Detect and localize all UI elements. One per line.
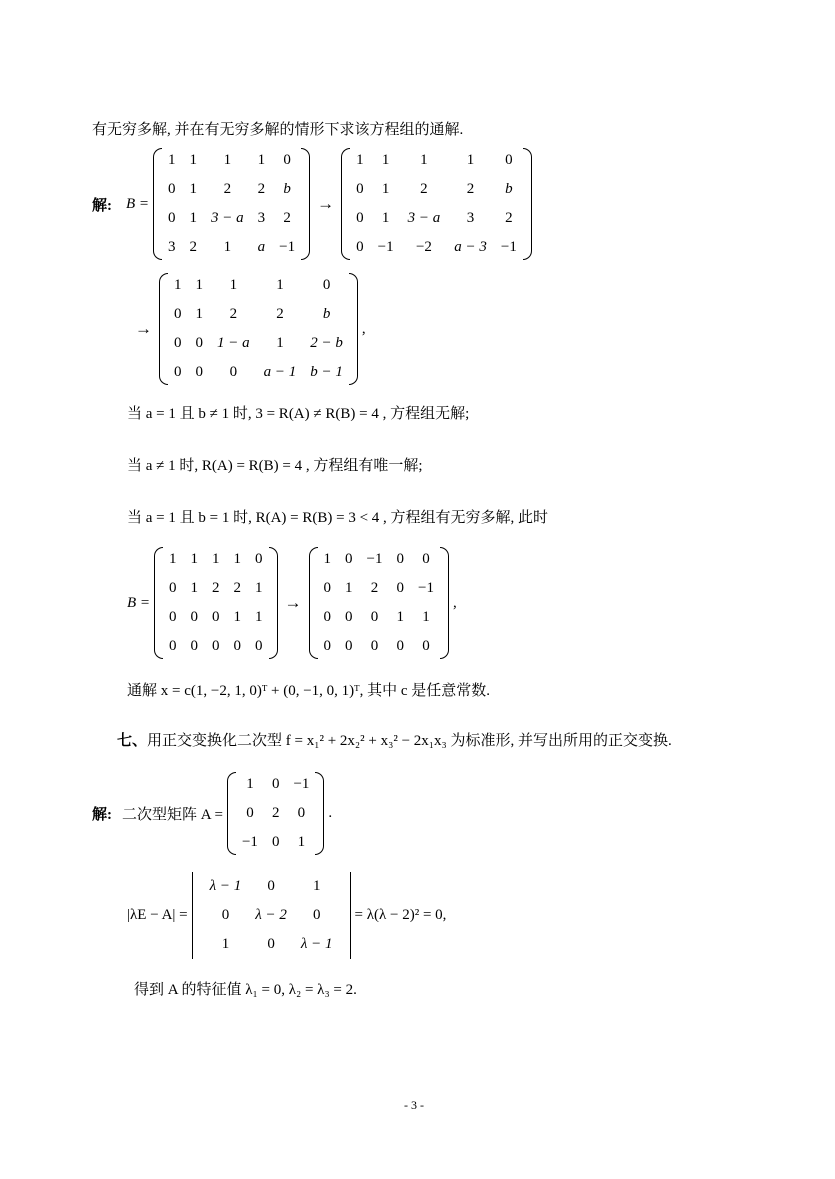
solution-row-2 — [132, 271, 366, 387]
general-solution: 通解 x = c(1, −2, 1, 0)ᵀ + (0, −1, 0, 1)ᵀ, 其中 c 是任意常数. — [127, 683, 491, 699]
matrix-cell: 2 — [370, 580, 379, 596]
matrix-cell: 0 — [169, 638, 177, 654]
matrix-cell: 0 — [370, 609, 379, 625]
matrix-cell: 1 — [233, 551, 242, 567]
matrix-cell: 0 — [312, 907, 321, 923]
matrix-row — [167, 329, 350, 358]
matrix-cell: 1 — [420, 152, 428, 168]
matrix-cell: 1 — [169, 551, 177, 567]
matrix-cell: 1 − a — [217, 335, 250, 351]
matrix-cell: 1 — [312, 878, 321, 894]
matrix-cell: 1 — [223, 239, 232, 255]
matrix-3 — [159, 271, 358, 387]
matrix-cell: b − 1 — [310, 364, 343, 380]
matrix-cell: 1 — [190, 580, 199, 596]
matrix-cell: a − 3 — [454, 239, 487, 255]
matrix-row — [162, 603, 270, 632]
matrix-cell: 1 — [195, 306, 203, 322]
matrix-cell: 1 — [381, 210, 390, 226]
matrix-cell: 0 — [168, 210, 176, 226]
matrix-cell: 1 — [466, 152, 475, 168]
matrix-cell: 3 — [257, 210, 266, 226]
matrix-cell: 2 — [276, 306, 284, 322]
matrix-cell: 0 — [229, 364, 238, 380]
matrix-cell: 1 — [381, 181, 390, 197]
matrix-4 — [154, 545, 278, 661]
det-label: |λE − A| = — [127, 907, 188, 923]
matrix-cell: 0 — [396, 580, 405, 596]
matrix-cell: 2 — [466, 181, 475, 197]
matrix-cell: 1 — [297, 834, 306, 850]
matrix-cell: 1 — [189, 181, 198, 197]
matrix-cell: 0 — [190, 609, 199, 625]
matrix-b-label-2: B = — [127, 594, 151, 611]
matrix-cell: 0 — [169, 609, 177, 625]
arrow-3: → — [284, 593, 302, 612]
matrix-row — [167, 358, 350, 387]
matrix-cell: 0 — [323, 609, 332, 625]
matrix-cell: 2 — [257, 181, 266, 197]
matrix-cell: −1 — [377, 239, 394, 255]
matrix-cell: 1 — [276, 277, 284, 293]
matrix-row — [317, 574, 441, 603]
determinant-row — [127, 872, 446, 959]
matrix-2 — [341, 146, 532, 262]
matrix-cell: 1 — [189, 210, 198, 226]
matrix-cell: −1 — [293, 776, 310, 792]
matrix-cell: b — [322, 306, 331, 322]
matrix-cell: 0 — [255, 638, 263, 654]
matrix-cell: 0 — [422, 638, 430, 654]
matrix-row — [161, 204, 302, 233]
matrix-cell: −1 — [418, 580, 434, 596]
matrix-cell: 2 — [189, 239, 198, 255]
matrix-cell: 3 − a — [407, 210, 441, 226]
matrix-cell: −1 — [241, 834, 258, 850]
matrix-cell: 1 — [229, 277, 238, 293]
matrix-cell: 3 — [168, 239, 176, 255]
case-2: 当 a ≠ 1 时, R(A) = R(B) = 4 , 方程组有唯一解; — [127, 458, 423, 474]
solution-row-1 — [92, 146, 532, 262]
matrix-cell: 1 — [356, 152, 364, 168]
matrix-cell: 0 — [174, 306, 182, 322]
matrix-cell: 0 — [345, 551, 353, 567]
matrix-cell: 0 — [396, 638, 405, 654]
matrix-cell: 0 — [345, 609, 353, 625]
eigen-line: 得到 A 的特征值 λ₁ = 0, λ₂ = λ₃ = 2. — [134, 982, 357, 998]
matrix-cell: 0 — [345, 638, 353, 654]
matrix-cell: 0 — [195, 335, 203, 351]
comma-1: , — [361, 320, 366, 337]
matrix-5 — [309, 545, 449, 661]
matrix-cell: 0 — [283, 152, 291, 168]
solution-row-4 — [92, 770, 332, 857]
matrix-cell: −1 — [279, 239, 296, 255]
matrix-row — [349, 233, 524, 262]
det-result: = λ(λ − 2)² = 0, — [354, 907, 447, 923]
matrix-row — [349, 146, 524, 175]
matrix-cell: λ − 1 — [300, 936, 333, 952]
matrix-cell: 3 − a — [211, 210, 244, 226]
matrix-cell: 0 — [422, 551, 430, 567]
matrix-row — [349, 204, 524, 233]
matrix-cell: 0 — [323, 580, 332, 596]
matrix-row — [235, 828, 316, 857]
matrix-cell: 1 — [246, 776, 254, 792]
matrix-cell: 0 — [297, 805, 306, 821]
matrix-cell: 0 — [356, 239, 364, 255]
matrix-cell: 1 — [257, 152, 266, 168]
matrix-cell: 0 — [174, 335, 182, 351]
matrix-cell: 0 — [246, 805, 254, 821]
section-7-heading — [117, 729, 672, 750]
matrix-cell: 0 — [221, 907, 230, 923]
matrix-cell: 0 — [212, 638, 220, 654]
matrix-cell: 1 — [345, 580, 353, 596]
matrix-cell: λ − 2 — [255, 907, 287, 923]
matrix-1 — [153, 146, 310, 262]
matrix-cell: 1 — [189, 152, 198, 168]
matrix-row — [203, 872, 340, 901]
matrix-cell: 0 — [195, 364, 203, 380]
matrix-cell: 2 — [212, 580, 220, 596]
matrix-cell: 1 — [396, 609, 405, 625]
matrix-cell: 1 — [422, 609, 430, 625]
matrix-cell: 2 − b — [310, 335, 343, 351]
comma-2: , — [452, 594, 457, 611]
matrix-b-label: B = — [126, 195, 150, 212]
matrix-cell: 0 — [323, 638, 332, 654]
matrix-cell: 0 — [271, 834, 280, 850]
matrix-cell: 0 — [169, 580, 177, 596]
matrix-cell: a − 1 — [263, 364, 297, 380]
solution-label-2: 解: — [92, 807, 112, 823]
matrix-cell: −1 — [500, 239, 517, 255]
matrix-cell: 0 — [271, 776, 280, 792]
matrix-cell: 0 — [255, 551, 263, 567]
matrix-row — [161, 233, 302, 262]
matrix-cell: 1 — [381, 152, 390, 168]
page-number: - 3 - — [404, 1098, 424, 1112]
matrix-cell: 2 — [233, 580, 242, 596]
matrix-cell: −2 — [415, 239, 432, 255]
matrix-cell: 1 — [255, 580, 263, 596]
matrix-row — [235, 799, 316, 828]
matrix-cell: 1 — [323, 551, 332, 567]
matrix-row — [162, 632, 270, 661]
matrix-cell: 2 — [420, 181, 428, 197]
solution-row-3 — [127, 545, 457, 661]
matrix-cell: 2 — [505, 210, 513, 226]
solution-label: 解: — [92, 197, 112, 214]
matrix-cell: 0 — [267, 878, 275, 894]
matrix-cell: 0 — [174, 364, 182, 380]
matrix-cell: 2 — [271, 805, 280, 821]
matrix-cell: 3 — [466, 210, 475, 226]
matrix-row — [203, 930, 340, 959]
matrix-cell: 0 — [233, 638, 242, 654]
matrix-cell: 1 — [195, 277, 203, 293]
matrix-cell: b — [505, 181, 513, 197]
matrix-cell: a — [257, 239, 266, 255]
matrix-cell: 2 — [283, 210, 291, 226]
matrix-row — [161, 146, 302, 175]
arrow-1: → — [317, 194, 335, 213]
period-1: . — [328, 805, 333, 821]
matrix-cell: 2 — [229, 306, 238, 322]
case-3: 当 a = 1 且 b = 1 时, R(A) = R(B) = 3 < 4 , 方程组有无穷多解, 此时 — [127, 510, 549, 526]
quad-matrix-label: 二次型矩阵 A = — [122, 807, 223, 823]
matrix-row — [161, 175, 302, 204]
arrow-2: → — [135, 319, 152, 338]
matrix-cell: 1 — [168, 152, 176, 168]
matrix-cell: λ − 1 — [209, 878, 242, 894]
matrix-cell: 1 — [174, 277, 182, 293]
matrix-row — [167, 271, 350, 300]
matrix-cell: 2 — [223, 181, 232, 197]
matrix-cell: −1 — [366, 551, 383, 567]
matrix-cell: 1 — [276, 335, 284, 351]
section-7-number: 七、 — [117, 733, 148, 749]
matrix-cell: 0 — [267, 936, 275, 952]
matrix-row — [317, 603, 441, 632]
matrix-cell: 0 — [190, 638, 199, 654]
matrix-cell: 0 — [322, 277, 331, 293]
matrix-cell: 0 — [505, 152, 513, 168]
matrix-cell: 1 — [221, 936, 230, 952]
matrix-cell: 0 — [356, 181, 364, 197]
matrix-cell: 1 — [223, 152, 232, 168]
matrix-row — [167, 300, 350, 329]
matrix-row — [235, 770, 316, 799]
matrix-row — [317, 632, 441, 661]
matrix-cell: 0 — [370, 638, 379, 654]
matrix-cell: 0 — [168, 181, 176, 197]
matrix-row — [162, 574, 270, 603]
matrix-cell: 0 — [356, 210, 364, 226]
matrix-row — [317, 545, 441, 574]
matrix-row — [203, 901, 340, 930]
intro-line: 有无穷多解, 并在有无穷多解的情形下求该方程组的通解. — [92, 122, 464, 138]
det-matrix — [192, 872, 351, 959]
matrix-cell: b — [283, 181, 291, 197]
matrix-cell: 1 — [190, 551, 199, 567]
matrix-cell: 1 — [255, 609, 263, 625]
matrix-cell: 0 — [396, 551, 405, 567]
matrix-cell: 1 — [233, 609, 242, 625]
matrix-row — [162, 545, 270, 574]
matrix-row — [349, 175, 524, 204]
case-1: 当 a = 1 且 b ≠ 1 时, 3 = R(A) ≠ R(B) = 4 , 方程组无解; — [127, 406, 470, 422]
section-7-text: 用正交变换化二次型 f = x₁² + 2x₂² + x₃² − 2x₁x₃ 为标准形, 并写出所用的正交变换. — [147, 733, 672, 749]
matrix-a — [227, 770, 324, 857]
matrix-cell: 0 — [212, 609, 220, 625]
matrix-cell: 1 — [212, 551, 220, 567]
